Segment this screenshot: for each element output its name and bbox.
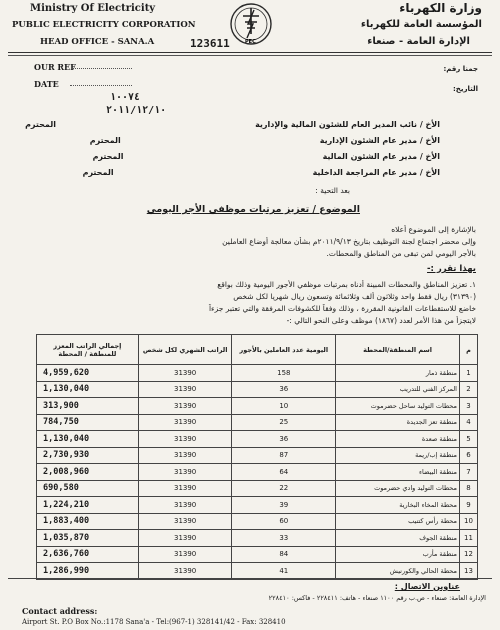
cell-no: 7 [459, 464, 477, 481]
cell-no: 2 [459, 381, 477, 398]
cell-no: 8 [459, 480, 477, 497]
table-row [37, 447, 478, 464]
cell-area: المركز الفني للتدريب [336, 381, 460, 398]
cell-no: 10 [459, 513, 477, 530]
header-ar-ministry: وزارة الكهرباء [399, 1, 482, 15]
greeting: بعد التحية : [315, 186, 350, 195]
body-para-3: خاضع للاستقطاعات القانونية المقررة ، وذلك وفقاً للكشوفات المرفقة والتي تعتبر جزءاً [208, 304, 476, 313]
salary-table [36, 334, 478, 580]
cell-no: 6 [459, 447, 477, 464]
addressee-3: الأخ / مدير عام الشئون المالية المحترم [92, 152, 440, 161]
addressee-4: الأخ / مدير عام المراجعة الداخلية المحترم [82, 168, 440, 177]
cell-salary: 31390 [138, 480, 232, 497]
header-divider [8, 52, 492, 53]
col-area-header: اسم المنطقة/المحطة [336, 335, 460, 365]
header-divider-thin [8, 55, 492, 56]
header-en-corp: PUBLIC ELECTRICITY CORPORATION [12, 20, 196, 30]
cell-no: 11 [459, 530, 477, 547]
cell-area: محطة الحالي والكورنيش [336, 563, 460, 580]
cell-no: 13 [459, 563, 477, 580]
table-row [37, 431, 478, 448]
cell-area: محطة المخاء البخارية [336, 497, 460, 514]
cell-count: 36 [232, 381, 336, 398]
cell-salary: 31390 [138, 464, 232, 481]
cell-total: 784,750 [37, 414, 139, 431]
cell-count: 33 [232, 530, 336, 547]
subject: الموضوع / تعزيز مرتبات موظفي الأجر اليومي [146, 204, 360, 215]
cell-total: 1,130,040 [37, 431, 139, 448]
cell-total: 1,035,870 [37, 530, 139, 547]
cell-area: منطقة صعدة [336, 431, 460, 448]
cell-total: 1,224,210 [37, 497, 139, 514]
table-row [37, 497, 478, 514]
cell-salary: 31390 [138, 365, 232, 382]
date-line [70, 85, 132, 86]
cell-area: محطات التوليد ساحل حضرموت [336, 398, 460, 415]
cell-salary: 31390 [138, 414, 232, 431]
header-ar-office: الإدارة العامة - صنعاء [367, 36, 470, 47]
cell-total: 690,580 [37, 480, 139, 497]
footer-en-title: Contact address: [22, 606, 98, 616]
cell-total: 1,883,400 [37, 513, 139, 530]
addressee-2: الأخ / مدير عام الشئون الإدارية المحترم [89, 136, 440, 145]
cell-salary: 31390 [138, 530, 232, 547]
our-ref-label: OUR REF [34, 62, 76, 72]
table-body [37, 365, 478, 580]
header-ar-corp: المؤسسة العامة للكهرباء [360, 19, 482, 30]
cell-area: منطقة تعز الجديدة [336, 414, 460, 431]
decided-heading: بهذا تقرر :- [427, 264, 476, 274]
table-row [37, 365, 478, 382]
col-total-header: إجمالي الراتب المعزز للمنطقة / المحطة [37, 335, 139, 365]
handwritten-date: ٢٠١١/١٢/١٠ [106, 105, 167, 116]
cell-total: 2,008,960 [37, 464, 139, 481]
body-line-2: وإلى محضر اجتماع لجنة التوظيف بتاريخ ٢٠١١/٩/١٣م بشأن معالجة أوضاع العاملين [222, 237, 476, 246]
cell-total: 2,730,930 [37, 447, 139, 464]
cell-count: 36 [232, 431, 336, 448]
cell-salary: 31390 [138, 381, 232, 398]
body-line-3: بالأجر اليومي لمن تبقى من المناطق والمحطات. [326, 249, 476, 258]
serial-number: 123611 [190, 37, 230, 50]
cell-count: 64 [232, 464, 336, 481]
table-row [37, 546, 478, 563]
cell-no: 9 [459, 497, 477, 514]
footer-en-line: Airport St. P.O Box No.:1178 Sana'a - Tel:(967-1) 328141/42 - Fax: 328410 [22, 618, 286, 626]
body-para-2: (٣١٣٩٠) ريال فقط واحد وثلاثون ألف وثلاثمائة وتسعون ريال شهريا لكل شخص [233, 292, 476, 301]
cell-area: منطقة ذمار [336, 365, 460, 382]
cell-salary: 31390 [138, 563, 232, 580]
footer-divider [8, 578, 492, 579]
table-row [37, 530, 478, 547]
col-no-header: م [459, 335, 477, 365]
table-header-row [37, 335, 478, 365]
cell-salary: 31390 [138, 546, 232, 563]
cell-area: محطات التوليد وادي حضرموت [336, 480, 460, 497]
header-en-ministry: Ministry Of Electricity [30, 3, 156, 14]
cell-count: 158 [232, 365, 336, 382]
cell-count: 84 [232, 546, 336, 563]
footer-ar-line: الإدارة العامة: صنعاء - ص.ب رقم ١١٠٠ صنعاء - هاتف: ٢٢٨٤١١ - فاكس: ٢٢٨٤١٠ [268, 594, 486, 602]
cell-no: 12 [459, 546, 477, 563]
col-salary-header: الراتب الشهري لكل شخص [138, 335, 232, 365]
cell-area: محطة رأس كتنيب [336, 513, 460, 530]
table-row [37, 414, 478, 431]
table-row [37, 381, 478, 398]
ar-date-label: التاريخ: [452, 85, 478, 93]
footer-ar-title: عناوين الاتصال : [394, 582, 460, 591]
cell-count: 22 [232, 480, 336, 497]
cell-salary: 31390 [138, 398, 232, 415]
cell-area: منطقة البيضاء [336, 464, 460, 481]
col-count-header: اليومية عدد العاملين بالأجور [232, 335, 336, 365]
ref-line [72, 68, 132, 69]
date-label: DATE [34, 79, 59, 89]
table-row [37, 480, 478, 497]
cell-total: 1,130,040 [37, 381, 139, 398]
cell-area: منطقة الجوف [336, 530, 460, 547]
cell-salary: 31390 [138, 497, 232, 514]
cell-total: 2,636,760 [37, 546, 139, 563]
cell-count: 41 [232, 563, 336, 580]
cell-salary: 31390 [138, 447, 232, 464]
cell-no: 4 [459, 414, 477, 431]
handwritten-ref: ١٠٠٧٤ [110, 92, 141, 103]
cell-salary: 31390 [138, 513, 232, 530]
cell-count: 60 [232, 513, 336, 530]
table-row [37, 563, 478, 580]
cell-count: 39 [232, 497, 336, 514]
cell-count: 87 [232, 447, 336, 464]
cell-area: منطقة إب/ريمة [336, 447, 460, 464]
cell-no: 3 [459, 398, 477, 415]
ar-ref-label: جمنا رقم: [443, 65, 478, 73]
body-para-1: ١. تعزيز المناطق والمحطات المبينة أدناه بمرتبات موظفي الأجور اليومية وذلك بواقع [217, 280, 476, 289]
cell-no: 1 [459, 365, 477, 382]
corporation-logo [227, 2, 275, 48]
cell-salary: 31390 [138, 431, 232, 448]
body-line-1: بالإشارة إلى الموضوع أعلاه [391, 225, 476, 234]
cell-total: 1,286,990 [37, 563, 139, 580]
table-row [37, 513, 478, 530]
cell-total: 4,959,620 [37, 365, 139, 382]
table-row [37, 464, 478, 481]
cell-no: 5 [459, 431, 477, 448]
cell-count: 10 [232, 398, 336, 415]
addressee-1: الأخ / نائب المدير العام للشئون المالية والإدارية المحترم [25, 120, 440, 129]
cell-area: منطقة مأرب [336, 546, 460, 563]
cell-count: 25 [232, 414, 336, 431]
table-row [37, 398, 478, 415]
cell-total: 313,900 [37, 398, 139, 415]
header-en-office: HEAD OFFICE - SANA.A [40, 37, 155, 47]
body-para-4: لايتجزأ من هذا الأمر لعدد (١٨٦٧) موظف وعلى النحو التالي :- [286, 316, 476, 325]
svg-text:PEC: PEC [245, 39, 256, 45]
